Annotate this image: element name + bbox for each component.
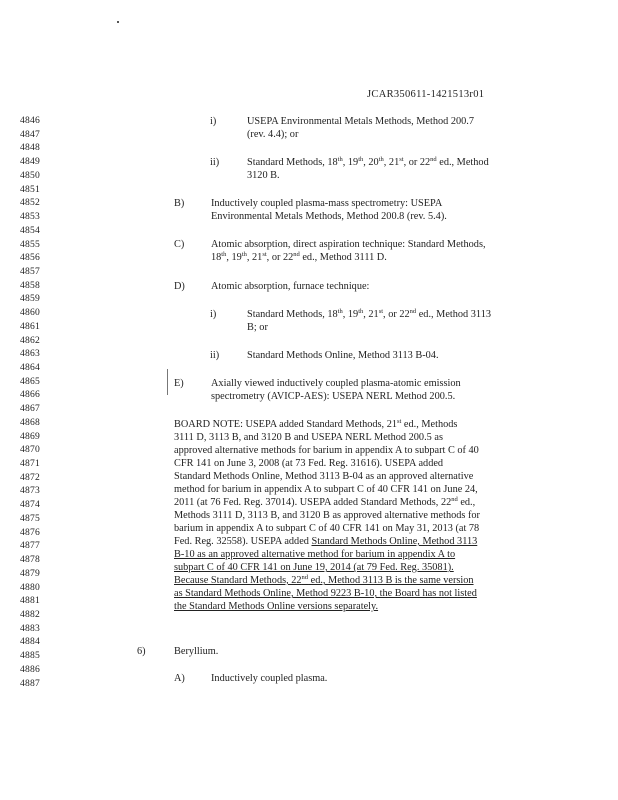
section-title: Beryllium. xyxy=(174,646,219,657)
board-note-line-inserted: Because Standard Methods, 22nd ed., Method 3113 B is the same version xyxy=(174,574,474,586)
item-label: A) xyxy=(174,673,185,684)
item-text: (rev. 4.4); or xyxy=(247,129,299,140)
line-number: 4870 xyxy=(20,444,40,456)
scan-speck xyxy=(117,21,119,23)
item-text: Environmental Metals Methods, Method 200.8 (rev. 5.4). xyxy=(211,211,447,222)
item-label: B) xyxy=(174,198,185,209)
board-note-line: approved alternative methods for barium in appendix A to subpart C of 40 xyxy=(174,445,479,456)
item-label: i) xyxy=(210,309,217,320)
line-number: 4852 xyxy=(20,197,40,209)
board-note-line: Methods 3111 D, 3113 B, and 3120 B as approved alternative methods for xyxy=(174,510,480,521)
section-label: 6) xyxy=(137,646,146,657)
item-label: ii) xyxy=(210,157,220,168)
line-number: 4866 xyxy=(20,389,40,401)
line-number: 4847 xyxy=(20,128,40,140)
item-text: Atomic absorption, furnace technique: xyxy=(211,281,370,292)
item-text: 3120 B. xyxy=(247,170,280,181)
item-label: ii) xyxy=(210,350,220,361)
item-text: 18th, 19th, 21st, or 22nd ed., Method 3111 D. xyxy=(211,251,387,263)
item-text: USEPA Environmental Metals Methods, Method 200.7 xyxy=(247,116,475,127)
board-note-line: 2011 (at 76 Fed. Reg. 37014). USEPA added Standard Methods, 22nd ed., xyxy=(174,496,476,508)
revision-bracket xyxy=(167,369,168,395)
board-note-line: Fed. Reg. 32558). USEPA added Standard Methods Online, Method 3113 xyxy=(174,536,478,547)
board-note-line: barium in appendix A to subpart C of 40 CFR 141 on May 31, 2013 (at 78 xyxy=(174,523,480,534)
line-number: 4873 xyxy=(20,485,40,497)
line-number: 4882 xyxy=(20,608,40,620)
line-number: 4874 xyxy=(20,499,40,511)
line-number: 4875 xyxy=(20,512,40,524)
item-text: Inductively coupled plasma. xyxy=(211,673,328,684)
line-number: 4883 xyxy=(20,622,40,634)
item-text: Inductively coupled plasma-mass spectrometry: USEPA xyxy=(211,198,443,209)
line-number: 4877 xyxy=(20,540,40,552)
item-text: Axially viewed inductively coupled plasma-atomic emission xyxy=(211,378,461,389)
item-text: B; or xyxy=(247,322,268,333)
line-number: 4851 xyxy=(20,183,40,195)
line-number: 4865 xyxy=(20,375,40,387)
line-number: 4884 xyxy=(20,636,40,648)
line-number: 4869 xyxy=(20,430,40,442)
board-note-line: Standard Methods Online, Method 3113 B-04 as an approved alternative xyxy=(174,471,474,482)
line-number: 4881 xyxy=(20,595,40,607)
item-label: i) xyxy=(210,116,217,127)
inserted-text: Standard Methods Online, Method 3113 xyxy=(311,536,478,547)
line-number: 4849 xyxy=(20,156,40,168)
line-number: 4879 xyxy=(20,567,40,579)
line-number: 4854 xyxy=(20,224,40,236)
line-number: 4872 xyxy=(20,471,40,483)
line-number: 4878 xyxy=(20,554,40,565)
line-number: 4860 xyxy=(20,307,40,319)
line-number: 4871 xyxy=(20,458,40,469)
item-label: C) xyxy=(174,239,185,250)
item-text: Standard Methods Online, Method 3113 B-04. xyxy=(247,350,439,361)
line-number: 4858 xyxy=(20,279,40,291)
line-number: 4863 xyxy=(20,348,40,360)
line-number: 4846 xyxy=(20,115,40,126)
board-note-line-inserted: B-10 as an approved alternative method for barium in appendix A to xyxy=(174,549,456,560)
board-note-line-inserted: as Standard Methods Online, Method 9223 B-10, the Board has not listed xyxy=(174,588,477,599)
line-number: 4853 xyxy=(20,211,40,222)
document-id-header: JCAR350611-1421513r01 xyxy=(367,89,485,100)
line-number: 4880 xyxy=(20,581,40,593)
line-number: 4861 xyxy=(20,320,40,332)
line-number: 4867 xyxy=(20,403,40,415)
line-number: 4876 xyxy=(20,526,40,538)
line-number: 4885 xyxy=(20,650,40,662)
line-number: 4864 xyxy=(20,362,40,373)
line-number: 4868 xyxy=(20,416,40,428)
item-label: D) xyxy=(174,281,185,292)
board-note-line: method for barium in appendix A to subpart C of 40 CFR 141 on June 24, xyxy=(174,484,478,495)
line-number: 4848 xyxy=(20,142,40,154)
item-text: Standard Methods, 18th, 19th, 20th, 21st, or 22nd ed., Method xyxy=(247,156,489,168)
board-note-line-inserted: subpart C of 40 CFR 141 on June 19, 2014 (at 79 Fed. Reg. 35081). xyxy=(174,562,454,573)
line-number: 4859 xyxy=(20,293,40,305)
line-number: 4850 xyxy=(20,169,40,181)
line-number: 4857 xyxy=(20,265,40,277)
item-label: E) xyxy=(174,378,184,389)
line-number: 4887 xyxy=(20,677,40,689)
item-text: spectrometry (AVICP-AES): USEPA NERL Method 200.5. xyxy=(211,391,456,402)
line-number: 4862 xyxy=(20,334,40,346)
line-number: 4886 xyxy=(20,663,40,675)
item-text: Atomic absorption, direct aspiration technique: Standard Methods, xyxy=(211,239,486,250)
item-text: Standard Methods, 18th, 19th, 21st, or 22nd ed., Method 3113 xyxy=(247,308,491,320)
board-note-line: BOARD NOTE: USEPA added Standard Methods, 21st ed., Methods xyxy=(174,418,458,430)
board-note-line-inserted: the Standard Methods Online versions separately. xyxy=(174,601,379,612)
board-note-line: 3111 D, 3113 B, and 3120 B and USEPA NERL Method 200.5 as xyxy=(174,432,443,443)
line-number: 4856 xyxy=(20,252,40,264)
line-number: 4855 xyxy=(20,238,40,250)
board-note-line: CFR 141 on June 3, 2008 (at 73 Fed. Reg. 31616). USEPA added xyxy=(174,458,444,469)
